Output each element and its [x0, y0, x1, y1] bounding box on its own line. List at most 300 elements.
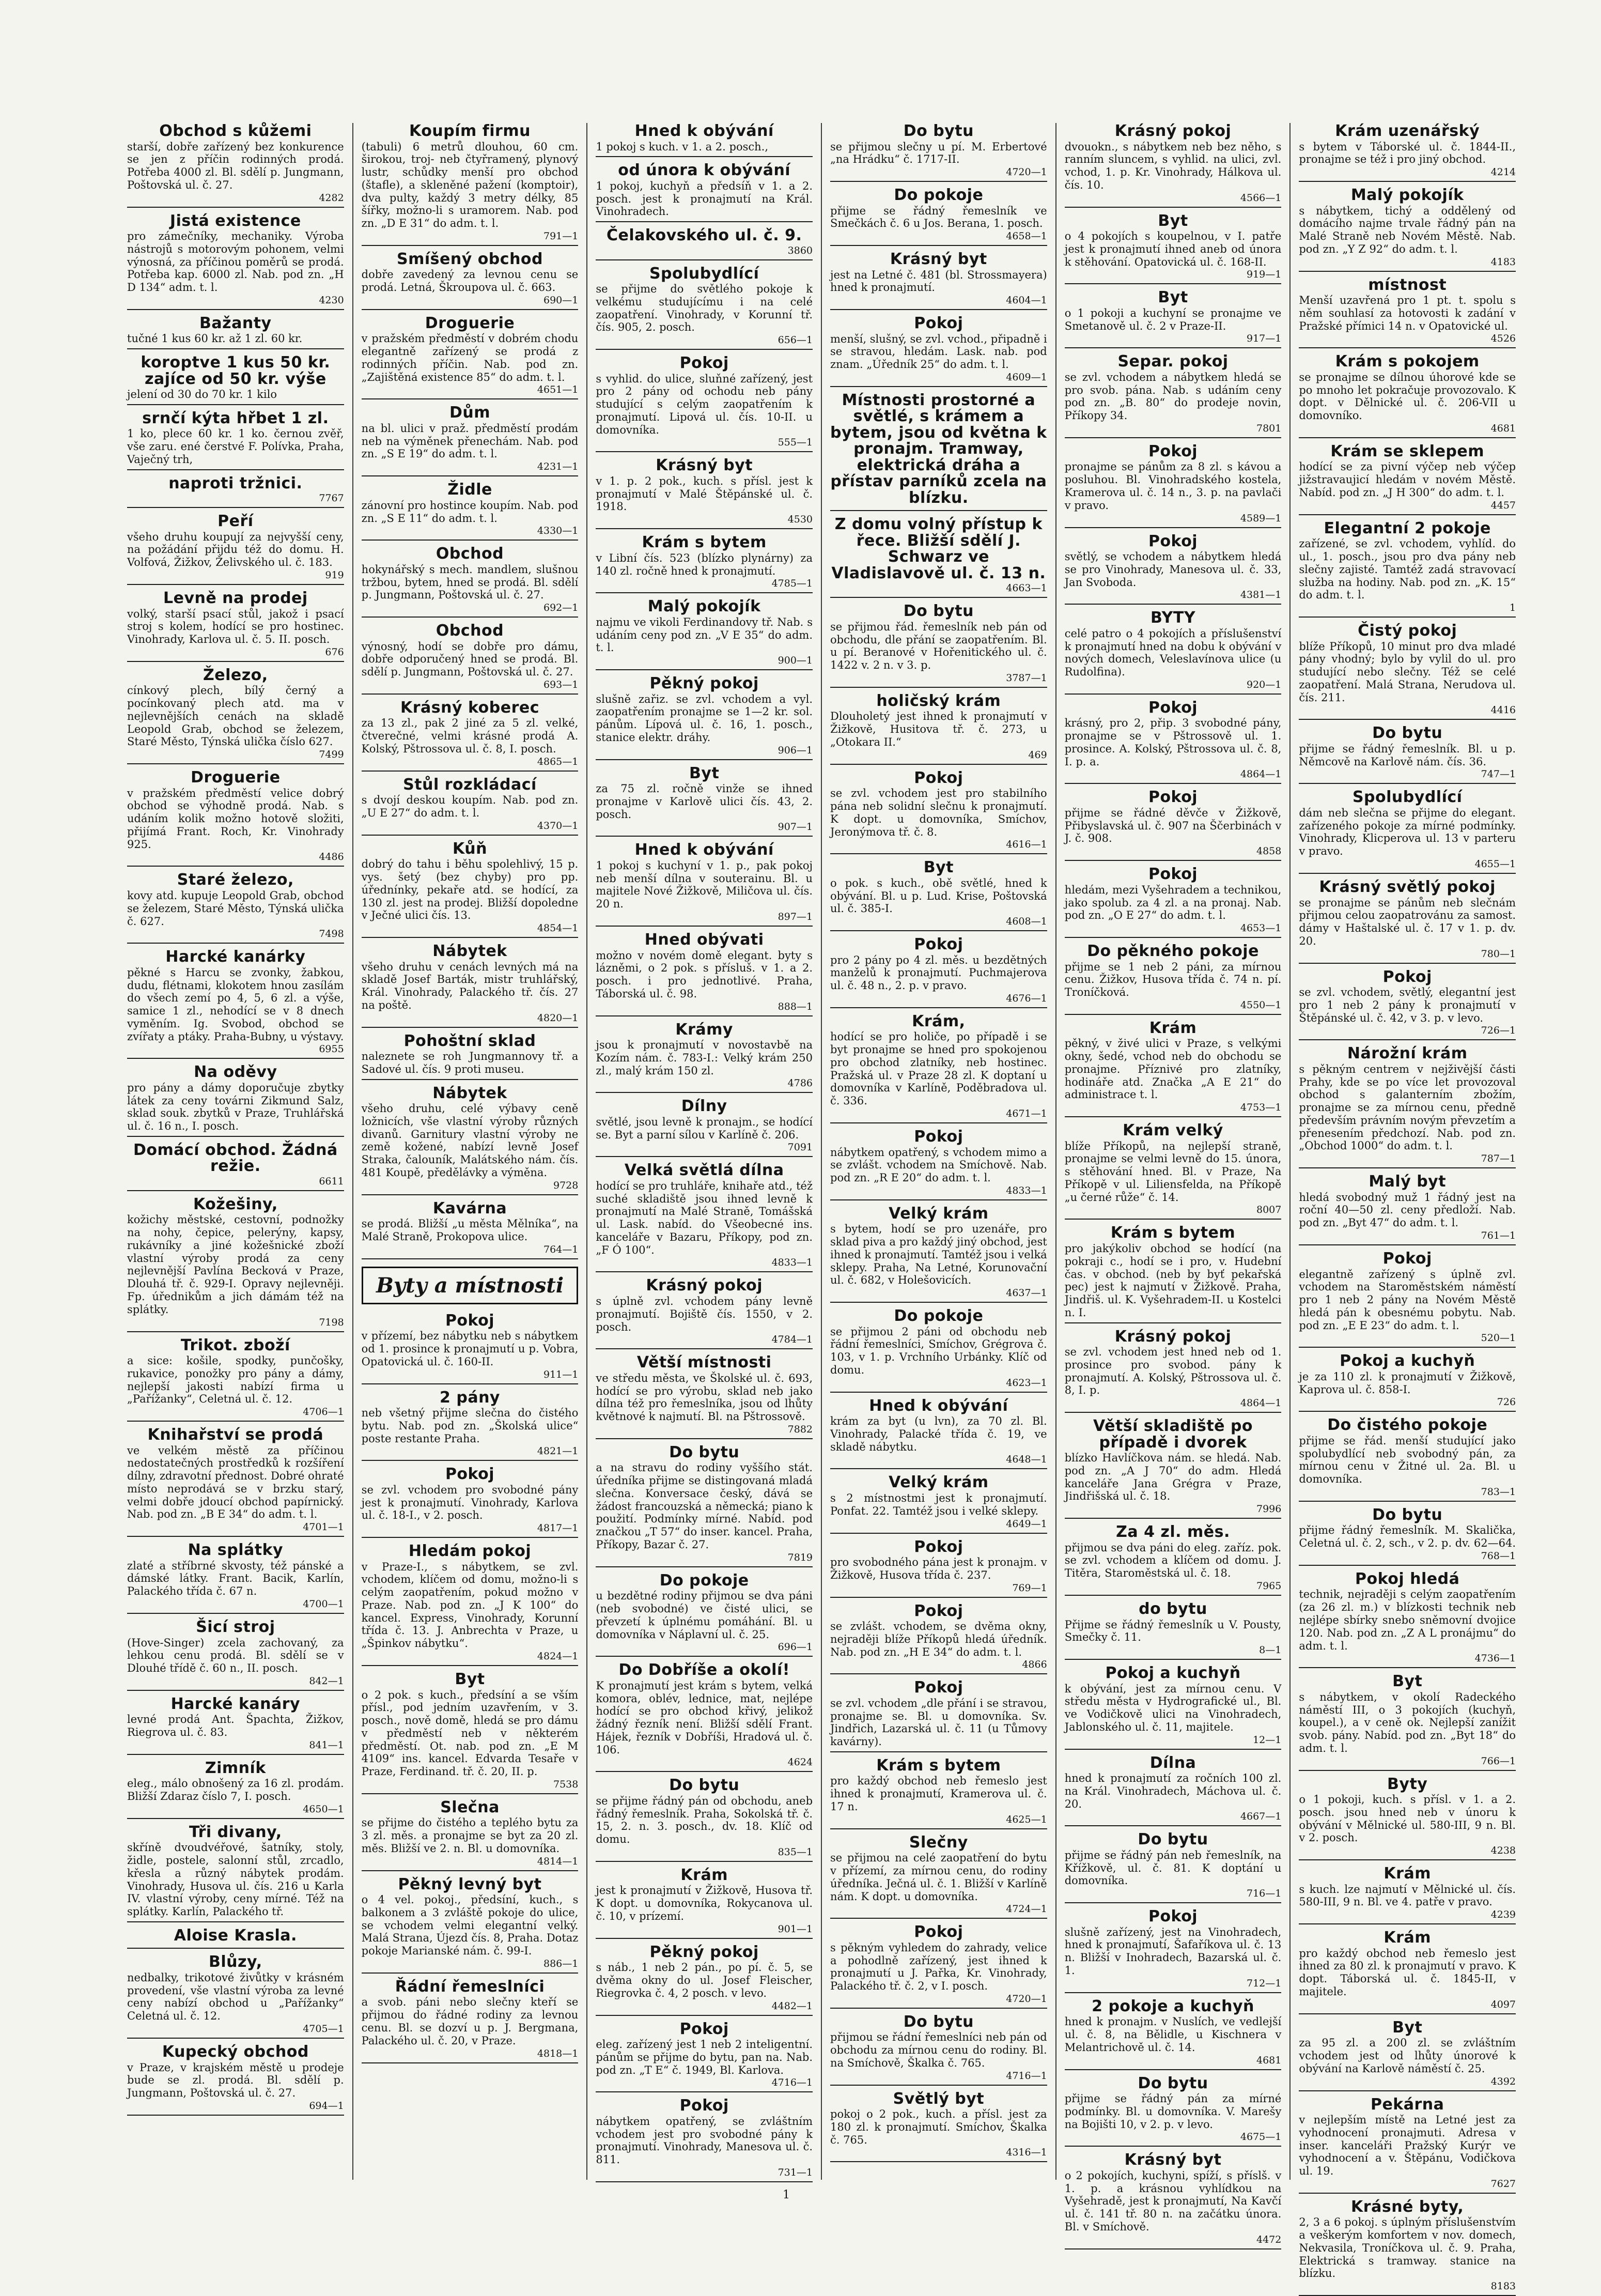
ad-heading: Pokoj	[445, 1311, 495, 1330]
ad-reference-number: 4649—1	[1006, 1518, 1047, 1530]
ad-heading: Pokoj	[1148, 532, 1198, 550]
ad-heading: Krám	[1149, 1019, 1197, 1037]
ad-heading: Byt	[923, 858, 954, 877]
ad-text: světlé, jsou levně k pronajm., se hodící se. Byt a parní sílou v Karlíně č. 206.	[596, 1115, 813, 1141]
classified-ad	[830, 1129, 1047, 1200]
classified-ad	[830, 859, 1047, 931]
ad-reference-number: 690—1	[543, 294, 579, 306]
ad-heading: Separ. pokoj	[1117, 352, 1229, 371]
classified-ad	[1299, 2097, 1516, 2194]
column-5	[1056, 122, 1291, 2245]
classified-ad	[127, 213, 344, 310]
ad-reference-number: 4526	[1490, 333, 1516, 345]
classified-ad	[830, 1758, 1047, 1829]
page-folio: 1	[783, 2189, 790, 2201]
ad-text: krásný, pro 2, přip. 3 svobodné pány, pronajme se v Pštrossově ul. 1. prosince. A. Kolský, Pštrossova ul. č. 8, I. p. a.	[1064, 717, 1282, 768]
ad-reference-number: 4667—1	[1240, 1811, 1282, 1823]
ad-reference-number: 4701—1	[303, 1521, 344, 1533]
ad-text: se zvl. vchodem a nábytkem hledá se pro svob. pána. Nab. s udáním ceny pod zn. „B. 80“ do prodeje novin, Příkopy 34.	[1064, 371, 1282, 422]
ad-heading: Do pokoje	[659, 1571, 749, 1590]
ad-text: kožichy městské, cestovní, podnožky na nohy, čepice, pelerýny, kapsy, rukávníky a jiné kožešnické zboží vlastní výroby prodá za ceny nejlevnější Pavlína Becková v Praze, Dlouhá tř. č. 929-I. Opravy nejlevněji. Fp. úřednikům a jich dámám též na splátky.	[127, 1213, 344, 1316]
ad-text: levné prodá Ant. Špachta, Žižkov, Riegrova ul. č. 83.	[127, 1713, 344, 1739]
ad-text: se zvl. vchodem pro svobodné pány jest k pronajmutí. Vinohrady, Karlova ul. č. 18-I., v 2. posch.	[361, 1483, 579, 1522]
ad-reference-number: 4716—1	[1006, 2070, 1047, 2082]
ad-heading: Peří	[217, 512, 254, 531]
classified-ad	[1299, 1571, 1516, 1668]
ad-heading: Pokoj	[914, 935, 963, 954]
ad-reference-number: 12—1	[1253, 1734, 1282, 1746]
ad-heading: Pokoj	[914, 1678, 963, 1697]
ad-reference-number: 7091	[787, 1142, 813, 1153]
ad-heading: Židle	[447, 481, 492, 499]
ad-heading: Krámy	[675, 1020, 733, 1039]
ad-text: 1 ko, plece 60 kr. 1 ko. černou zvěř, vše zaru. ené čerstvé F. Polívka, Praha, Vaječný trh,	[127, 427, 344, 466]
classified-ad	[1299, 1776, 1516, 1861]
classified-ad	[1065, 1329, 1282, 1413]
ad-heading: Do Dobříše a okolí!	[618, 1661, 790, 1679]
ad-reference-number: 716—1	[1247, 1888, 1282, 1900]
ad-text: výnosný, hodí se dobře pro dámu, dobře odporučený hned se prodá. Bl. sdělí p. Jungmann, Poštovská ul. č. 27.	[361, 640, 579, 679]
ad-text: volký, starší psací stůl, jakož i psací stroj s kolem, hodící se pro hostinec. Vinohrady, Karlova ul. č. 5. II. posch.	[127, 607, 344, 646]
ad-heading: Harcké kanáry	[170, 1694, 301, 1713]
classified-ad	[830, 1398, 1047, 1470]
ad-reference-number: 4724—1	[1006, 1903, 1047, 1915]
ad-heading: Obchod	[436, 545, 504, 563]
ad-text: se přijmou na celé zaopatření do bytu v přízemí, za mírnou cenu, do rodiny úředníka. Ječná ul. č. 1. Bližší v Karlíně nám. K dopt. u domovníka.	[830, 1852, 1047, 1903]
classified-ad	[127, 1696, 344, 1755]
ad-text: přijme se řád. menší studující jako spolubydlící neb svobodný pán, za mírnou cenu v Žitné ul. 2a. Bl. u domovníka.	[1299, 1434, 1516, 1486]
classified-ad	[127, 1760, 344, 1819]
ad-heading: Byt	[455, 1670, 485, 1688]
ad-text: jsou k pronajmutí v novostavbě na Kozím nám. č. 783-I.: Velký krám 250 zl., malý krám 150 zl.	[596, 1039, 813, 1077]
ad-reference-number: 4706—1	[303, 1406, 344, 1418]
ad-text: s pěkným vyhledem do zahrady, velice a pohodlně zařízený, jest ihned k pronajmutí u J. Pařka, Kr. Vinohrady, Palackého tř. č. 2, v I. posch.	[830, 1941, 1047, 1993]
classified-ad	[127, 315, 344, 349]
ad-heading: Za 4 zl. měs.	[1116, 1523, 1230, 1542]
classified-ad	[1065, 1755, 1282, 1827]
classified-ad	[1065, 1225, 1282, 1323]
classified-ad	[1065, 213, 1282, 285]
classified-ad	[362, 1876, 579, 1974]
ad-reference-number: 4550—1	[1240, 999, 1282, 1011]
ad-reference-number: 4818—1	[537, 2047, 579, 2059]
classified-ad	[362, 1466, 579, 1538]
ad-reference-number: 906—1	[778, 744, 813, 756]
classified-ad	[362, 482, 579, 541]
ad-reference-number: 4786	[787, 1077, 813, 1089]
ad-reference-number: 888—1	[778, 1000, 813, 1012]
classified-ad	[362, 1799, 579, 1871]
classified-ad	[1065, 1020, 1282, 1117]
ad-reference-number: 4589—1	[1240, 512, 1282, 524]
ad-reference-number: 4814—1	[537, 1855, 579, 1867]
classified-ad	[127, 475, 344, 508]
ad-reference-number: 7627	[1490, 2178, 1516, 2190]
classified-ad	[1065, 1418, 1282, 1519]
ad-heading: Pokoj	[1382, 967, 1432, 986]
classified-ad	[830, 2014, 1047, 2086]
ad-heading: Hned k obývání	[869, 1396, 1008, 1415]
ad-text: blíže Příkopů, 10 minut pro dva mladé pány vhodný; bylo by vylil do ul. pro studující nebo slečny. Též se celé zaopatření. Malá Strana, Nerudova ul. čís. 211.	[1299, 640, 1516, 704]
classified-ad	[127, 1142, 344, 1191]
ad-text: pro každý obchod neb řemeslo jest ihned za 80 zl. k pronajmutí v pravo. K dopt. Táborská ul. č. 1845-II, v majitele.	[1299, 1947, 1516, 1998]
ad-text: všeho druhu koupují za nejvyšší ceny, na požádání přijdu též do domu. H. Volfová, Žižkov, Želivského ul. č. 183.	[127, 530, 344, 569]
ad-reference-number: 761—1	[1481, 1230, 1516, 1242]
classified-ad	[596, 2021, 813, 2093]
classified-ad	[1065, 866, 1282, 938]
ad-text: o 1 pokoji a kuchyní se pronajme ve Smetanově ul. č. 2 v Praze-II.	[1064, 306, 1282, 332]
classified-ad	[596, 266, 813, 350]
ad-text: s nábytkem, v okolí Radeckého náměstí III, o 3 pokojích (kuchyň, koupel.), a v ceně ok. Nejlepší zanížit svob. pány. Nabíd. pod zn. „Byt 18“ do adm. t. l.	[1299, 1690, 1516, 1754]
ad-reference-number: 4609—1	[1006, 371, 1047, 383]
ad-text: 1 pokoj s kuch. v 1. a 2. posch.,	[596, 140, 769, 153]
classified-ad	[596, 1777, 813, 1862]
classified-ad	[1299, 789, 1516, 874]
ad-reference-number: 7965	[1256, 1580, 1282, 1592]
ad-text: o 4 pokojích s koupelnou, v I. patře jest k pronajmutí ihned aneb od února k stěhování. Opatovická ul. č. 168-II.	[1064, 230, 1282, 268]
ad-reference-number: 4604—1	[1006, 295, 1047, 306]
ad-text: s kuch. lze najmutí v Mělnické ul. čís. 580-III, 9 n. Bl. ve 4. patře v pravo.	[1299, 1883, 1516, 1908]
ad-heading: srnčí kýta hřbet 1 zl.	[142, 409, 329, 427]
classified-ad	[830, 1206, 1047, 1303]
ad-reference-number: 4653—1	[1240, 922, 1282, 934]
classified-ad	[596, 1277, 813, 1349]
ad-heading: Slečna	[440, 1798, 500, 1816]
column-6	[1291, 122, 1524, 2292]
ad-reference-number: 696—1	[778, 1641, 813, 1653]
ad-reference-number: 676	[325, 646, 344, 658]
ad-text: zlaté a stříbrné skvosty, též pánské a dámské látky. Frant. Bacik, Karlín, Palackého třída č. 67 n.	[127, 1559, 344, 1598]
ad-heading: Hned k obývání	[634, 841, 774, 859]
ad-text: s 2 místnostmi jest k pronajmutí. Ponfat. 22. Tamtéž jsou i velké sklepy.	[830, 1491, 1047, 1517]
ad-text: za 75 zl. ročně vinže se ihned pronajme v Karlově ulici čís. 43, 2. posch.	[596, 782, 813, 821]
ad-reference-number: 7996	[1256, 1503, 1282, 1515]
ad-heading: Místnosti prostorné a světlé, s krámem a bytem, jsou od května k pronajm. Tramway, elektrická dráha a přístav parníků zcela na blízku.	[830, 391, 1047, 507]
ad-reference-number: 4624	[787, 1756, 813, 1768]
ad-heading: Elegantní 2 pokoje	[1324, 519, 1491, 537]
classified-ad	[362, 1979, 579, 2063]
classified-ad	[830, 603, 1047, 688]
ad-heading: Krásné byty,	[1351, 2197, 1464, 2216]
classified-ad	[596, 1098, 813, 1157]
ad-reference-number: 4625—1	[1006, 1813, 1047, 1825]
ad-reference-number: 4381—1	[1240, 589, 1282, 601]
ad-text: v Libní čís. 523 (blízko plynárny) za 140 zl. ročně hned k pronajmutí.	[596, 551, 813, 577]
classified-ad	[1065, 1601, 1282, 1660]
ad-reference-number: 4482—1	[771, 2000, 813, 2012]
ad-text: se zvl. vchodem, světlý, elegantní jest pro 1 neb 2 pány k pronajmutí v Štěpánské ul. č. 42, v 3. p. v levo.	[1299, 986, 1516, 1024]
ad-heading: Šicí stroj	[196, 1618, 275, 1636]
ad-heading: Pekárna	[1370, 2095, 1444, 2114]
classified-ad	[830, 315, 1047, 387]
classified-ad	[362, 700, 579, 772]
ad-heading: Malý byt	[1369, 1173, 1447, 1191]
ad-text: Dlouholetý jest ihned k pronajmutí v Žižkově, Husitova tř. č. 273, u „Otokara II.“	[830, 710, 1047, 748]
ad-reference-number: 4183	[1490, 256, 1516, 268]
ad-text: pěkné s Harcu se zvonky, žabkou, dudu, flétnami, klokotem hnou zasílám do všech zemí po 4, 5, 6 zl. a výše, samice 1 zl., nehodící se v 8 dnech vyměním. Ig. Svobod, obchod se zvířaty a ptáky. Praha-Bubny, u výstavy.	[127, 966, 344, 1043]
ad-reference-number: 835—1	[778, 1846, 813, 1858]
ad-heading: Pokoj	[1148, 698, 1198, 717]
classified-ad	[1065, 943, 1282, 1015]
classified-ad	[1299, 1353, 1516, 1412]
ad-text: hodící se za pivní výčep neb výčep jižstravaujicí hledám v novém Městě. Nabíd. pod zn. „J H 300“ do adm. t. l.	[1299, 460, 1516, 499]
ad-text: pronajme se pánům za 8 zl. s kávou a posluhou. Bl. Vinohradského kostela, Kramerova ul. č. 14 n., 3. p. na pavlači v pravo.	[1064, 460, 1282, 512]
ad-text: 1 pokoj, kuchyň a předsíň v 1. a 2. posch. jest k pronajmutí na Král. Vinohradech.	[596, 179, 813, 218]
ad-reference-number: 4720—1	[1006, 166, 1047, 178]
ad-reference-number: 766—1	[1481, 1755, 1516, 1767]
classified-ad	[596, 1867, 813, 1939]
ad-heading: Dílna	[1149, 1753, 1196, 1772]
ad-heading: Na oděvy	[194, 1063, 277, 1082]
classified-ad	[596, 355, 813, 452]
ad-text: dobrý do tahu i běhu spolehlivý, 15 p. vys. šetý (bez chyby) pro pp. úřednínky, pekaře atd. se hodící, za 130 zl. jest na prodej. Bližší dopoledne v Ječné ulici čís. 13.	[361, 858, 579, 922]
classified-ad	[362, 1543, 579, 1666]
ad-heading: Pokoj	[1148, 442, 1198, 460]
ad-reference-number: 783—1	[1481, 1486, 1516, 1498]
ad-heading: Řádní řemeslníci	[395, 1977, 545, 1996]
ad-heading: Pěkný pokoj	[649, 1943, 759, 1961]
ad-reference-number: 4623—1	[1006, 1377, 1047, 1389]
classified-ad	[596, 842, 813, 927]
classified-ad	[127, 1824, 344, 1922]
ad-text: eleg. zařízený jest 1 neb 2 inteligentní. pánům se přijme do bytu, pan na. Nab. pod zn. „T E“ č. 1949, Bl. Karlova.	[596, 2038, 813, 2076]
column-4	[822, 123, 1056, 2180]
ad-reference-number: 7499	[319, 749, 344, 761]
ad-reference-number: 4833—1	[1006, 1184, 1047, 1196]
classified-ad	[830, 516, 1047, 598]
ad-text: jest na Letné č. 481 (bl. Strossmayera) hned k pronajmutí.	[830, 268, 1047, 294]
classified-ad	[362, 123, 579, 246]
ad-heading: Slečny	[909, 1833, 968, 1852]
ad-reference-number: 4784—1	[771, 1334, 813, 1346]
ad-heading: Krám uzenářský	[1335, 122, 1480, 140]
ad-text: eleg., málo obnošený za 16 zl. prodám. Bližší Zdaraz číslo 7, I. posch.	[127, 1777, 344, 1803]
ad-heading: Do pěkného pokoje	[1087, 942, 1259, 961]
ad-text: hodící se pro holiče, po případě i se byt pronajme se hned pro spokojenou pro obchod zlatníky, neb hostinec. Pražská ul. v Praze 28 zl. K doptaní u domovníka v Karlíně, Poděbradova ul. č. 336.	[830, 1030, 1047, 1107]
ad-heading: Krásný byt	[656, 456, 753, 475]
ad-reference-number: 726—1	[1481, 1025, 1516, 1037]
classified-ad	[596, 1354, 813, 1439]
classified-ad	[596, 932, 813, 1016]
ad-reference-number: 4238	[1490, 1845, 1516, 1857]
ad-text: pro zámečníky, mechaniky. Výroba nástrojů s motorovým pohonem, velmi výnosná, za příčinou poměrů se prodá. Potřeba kap. 6000 zl. Nab. pod zn. „H D 134“ adm. t. l.	[127, 230, 344, 294]
classified-ad	[127, 872, 344, 944]
ad-reference-number: 555—1	[778, 437, 813, 449]
ad-heading: Tři divany,	[189, 1823, 282, 1841]
ad-text: všeho druhu, celé výbavy ceně ložnicích, vše vlastní výroby různých divanů. Garnitury vlastní výroby ne země kožené, nabízí levně Josef Straka, čalouník, Malátského nám. čís. 481 Koupě, předělávky a výměna.	[361, 1102, 579, 1179]
ad-text: o 1 pokoji, kuch. s přísl. v 1. a 2. posch. jsou hned neb v únoru k obývání v Mělnické ul. 580-III, 9 n. Bl. v 2. posch.	[1299, 1793, 1516, 1844]
ad-text: a na stravu do rodiny vyššího stát. úředníka přijme se distingovaná mladá slečna. Konversace český, dává se žádost francouzská a německá; piano k použití. Podmínky mírné. Nabíd. pod značkou „T 57“ do inser. kancel. Praha, Příkopy, Bazar č. 27.	[596, 1461, 813, 1551]
ad-reference-number: 919	[325, 569, 344, 581]
ad-reference-number: 4650—1	[303, 1803, 344, 1815]
ad-reference-number: 780—1	[1481, 948, 1516, 960]
ad-heading: Jistá existence	[169, 211, 301, 230]
classified-ad	[1299, 1045, 1516, 1168]
ad-heading: 2 pány	[440, 1388, 500, 1407]
ad-reference-number: 4214	[1490, 166, 1516, 178]
ad-text: hledám, mezi Vyšehradem a technikou, jako spolub. za 4 zl. a na pronaj. Nab. pod zn. „O E 27“ do adm. t. l.	[1064, 883, 1282, 922]
ad-reference-number: 520—1	[1481, 1332, 1516, 1344]
ad-heading: Spolubydlící	[1352, 788, 1463, 807]
classified-ad	[830, 1539, 1047, 1598]
ad-heading: Staré železo,	[177, 871, 294, 889]
ad-text: naleznete se roh Jungmannovy tř. a Sadové ul. čís. 9 proti museu.	[361, 1050, 579, 1075]
ad-heading: Krám se sklepem	[1330, 442, 1485, 460]
classified-ad	[362, 1085, 579, 1195]
ad-reference-number: 791—1	[543, 230, 579, 242]
ad-reference-number: 4566—1	[1240, 192, 1282, 204]
ad-text: 2, 3 a 6 pokoj. s úplným příslušenstvím a veškerým komfortem v nov. domech, Nekvasila, Troníčkova ul. č. 9. Praha, Elektrická s tramway. stanice na blízku.	[1299, 2216, 1516, 2280]
ad-text: a svob. páni nebo slečny kteří se přijmou do řádné rodiny za levnou cenu. Bl. se dozví u p. J. Bergmana, Palackého ul. č. 20, v Praze.	[361, 1996, 579, 2047]
ad-text: pro každý obchod neb řemeslo jest ihned k pronajmutí, Kramerova ul. č. 17 n.	[830, 1775, 1047, 1813]
ad-text: se zvlášt. vchodem, se dvěma okny, nejraději blíže Příkopů hledá úředník. Nab. pod zn. „H E 34“ do adm. t. l.	[830, 1620, 1047, 1658]
classified-ad	[830, 1474, 1047, 1533]
ad-text: jest k pronajmutí v Žižkově, Husova tř. K dopt. u domovníka, Rokycanova ul. č. 10, v prízemí.	[596, 1884, 813, 1922]
classified-ad	[362, 251, 579, 310]
ad-text: kovy atd. kupuje Leopold Grab, obchod se železem, Staré Město, Týnská ulička č. 627.	[127, 889, 344, 928]
ad-reference-number: 4821—1	[537, 1445, 579, 1457]
ad-text: pěkný, v živé ulici v Praze, s velkými okny, šedé, vchod neb do obchodu se pronajme. Příznivé pro zlatníky, hodináře atd. Značka „A E 21“ do administrace t. l.	[1064, 1037, 1282, 1101]
ad-text: v Praze-I., s nábytkem, se zvl. vchodem, klíčem od domu, možno-li s celým zaopatřením, pokud možno v Praze. Nab. pod zn. „J K 100“ do kancel. Express, Vinohrady, Korunní třída č. 13. J. Anbrechta v Praze, u „Špinkov nábytku“.	[361, 1560, 579, 1650]
ad-heading: naproti tržnici.	[168, 474, 303, 492]
ad-text: zařízené, se zvl. vchodem, vyhlíd. do ul., 1. posch., jsou pro dva pány neb slečny zajisté. Tamtéž zadá stravovací služba na hodiny. Nab. pod zn. „K. 15“ do adm. t. l.	[1299, 537, 1516, 602]
ad-text: za 13 zl., pak 2 jiné za 5 zl. velké, čtverečné, velmi krásné prodá A. Kolský, Pštrossova ul. č. 8, I. posch.	[361, 717, 579, 755]
classified-ad	[830, 1835, 1047, 1919]
ad-reference-number: 841—1	[309, 1739, 344, 1751]
ad-reference-number: 900—1	[778, 655, 813, 667]
classified-ad	[596, 1444, 813, 1567]
classified-ad	[127, 1196, 344, 1332]
ad-text: skříně dvoudvéřové, šatníky, stoly, židle, postele, salonní stůl, zrcadlo, křesla a různý nábytek prodám. Vinohrady, Husova ul. čís. 216 u Karla IV. vlastní výroby, ceny mírné. Též na splátky. Karlín, Palackého tř.	[127, 1841, 344, 1918]
ad-reference-number: 7198	[319, 1316, 344, 1328]
ad-heading: Krásný světlý pokoj	[1319, 878, 1496, 896]
classified-ad	[830, 123, 1047, 182]
ad-heading: Do pokoje	[894, 1307, 984, 1326]
ad-reference-number: 4681	[1256, 2054, 1282, 2066]
ad-reference-number: 4230	[319, 294, 344, 306]
ad-heading: koroptve 1 kus 50 kr. zajíce od 50 kr. výše	[141, 353, 331, 388]
ad-text: v přízemí, bez nábytku neb s nábytkem od 1. prosince k pronajmutí u p. Vobra, Opatovická ul. č. 160-II.	[361, 1330, 579, 1368]
ad-reference-number: 897—1	[778, 911, 813, 922]
ad-text: k obývání, jest za mírnou cenu. V středu města v Hydrografické ul., Bl. ve Vodičkově ulici na Vinohradech, Jablonského ul. č. 11, majitele.	[1064, 1682, 1282, 1733]
ad-text: přijme se 1 neb 2 páni, za mírnou cenu. Žižkov, Husova třída č. 74 n. pí. Troníčková.	[1064, 960, 1282, 999]
classified-ad	[596, 1573, 813, 1657]
ad-heading: Do bytu	[1372, 724, 1443, 743]
classified-ad	[596, 1662, 813, 1772]
ad-text: (tabuli) 6 metrů dlouhou, 60 cm. širokou, troj- neb čtyřramený, plynový lustr, schůdky menší pro obchod (štafle), a skleněné pažení (komptoir), dva pulty, každý 3 metry délky, 85 šířky, možno-li s uramorem. Nab. pod zn. „D E 31“ do adm. t. l.	[361, 140, 579, 230]
ad-reference-number: 919—1	[1247, 269, 1282, 281]
ad-text: se zvl. vchodem jest pro stabilního pána neb solidní slečnu k pronajmutí. K dopt. u domovníka, Smíchov, Jeronýmova tř. č. 8.	[830, 787, 1047, 838]
classified-ad	[1065, 1524, 1282, 1596]
ad-reference-number: 4716—1	[771, 2077, 813, 2089]
ad-text: možno v novém domě elegant. byty s lázněmi, o 2 pok. s přísluš. v 1. a 2. posch. i pro jednotlivé. Praha, Táborská ul. č. 98.	[596, 949, 813, 1000]
ad-text: se přijmou slečny u pí. M. Erbertové „na Hrádku“ č. 1717-II.	[830, 140, 1047, 166]
ad-text: přijmou se řádní řemeslníci neb pán od obchodu za mírnou cenu do rodiny. Bl. na Smíchově, Škalka č. 765.	[830, 2031, 1047, 2069]
ad-text: ve velkém městě za příčinou nedostatečných prostředků k rozšíření dílny, zdravotní přednost. Dobré ohraté místo neprodává se v brzku starý, velmi dobře jdoucí obchod papírnický. Nab. pod zn. „B E 34“ do adm. t. l.	[127, 1444, 344, 1521]
ad-text: přijme se řádný pán neb řemeslník, na Křížkově, ul. č. 81. K doptání u domovníka.	[1064, 1848, 1282, 1887]
classified-ad	[1299, 277, 1516, 349]
ad-reference-number: 747—1	[1481, 768, 1516, 780]
classified-ad	[127, 1954, 344, 2039]
ad-reference-number: 769—1	[1012, 1582, 1047, 1594]
ad-heading: Krám s pokojem	[1335, 352, 1480, 371]
ad-reference-number: 4675—1	[1240, 2131, 1282, 2143]
ad-text: jelení od 30 do 70 kr. 1 kilo	[127, 388, 277, 401]
ad-text: přijme řádný řemeslník. M. Skalička, Celetná ul. č. 2, sch., v 2. p. dv. 62—64.	[1299, 1524, 1516, 1550]
ad-heading: Čelakovského ul. č. 9.	[607, 226, 802, 245]
ad-text: o pok. s kuch., obě světlé, hned k obývání. Bl. u p. Lud. Krise, Poštovská ul. č. 385-I.	[830, 876, 1047, 915]
ad-heading: Bažanty	[199, 314, 272, 332]
ad-reference-number: 4866	[1022, 1659, 1047, 1671]
ad-text: (Hove-Singer) zcela zachovaný, za lehkou cenu prodá. Bl. sdělí se v Dlouhé třídě č. 60 n., II. posch.	[127, 1636, 344, 1675]
ad-reference-number: 4616—1	[1006, 839, 1047, 851]
classified-ad	[127, 769, 344, 867]
ad-heading: Pěkný pokoj	[649, 674, 759, 693]
ad-reference-number: 8—1	[1259, 1644, 1282, 1656]
ad-reference-number: 4858	[1256, 845, 1282, 857]
ad-text: přijme se řádný řemeslník. Bl. u p. Němcově na Karlově nám. čís. 36.	[1299, 742, 1516, 768]
classified-ad	[1065, 123, 1282, 208]
ad-heading: Smíšený obchod	[396, 250, 543, 268]
ad-text: pro jakýkoliv obchod se hodící (na pokraji c., hodí se i pro, v. Hudební čas. v obchod. (neb by byť pekařská pec) jest k najmutí v Žižkově. Praha, Jindřiš. ul. K. Vyšehradem-II. u Kostelci n. I.	[1064, 1242, 1282, 1319]
classified-ad	[596, 457, 813, 529]
ad-heading: Blůzy,	[209, 1953, 262, 1971]
classified-ad	[596, 765, 813, 837]
classified-ad	[362, 315, 579, 400]
ad-reference-number: 4530	[787, 514, 813, 526]
ad-reference-number: 3860	[787, 244, 813, 256]
ad-text: pro 2 pány po 4 zl. měs. u bezdětných manželů k pronajmutí. Puchmajerova ul. č. 48 n., 2. p. v pravo.	[830, 953, 1047, 992]
ad-heading: Byt	[689, 764, 720, 782]
ad-heading: Krásný koberec	[400, 698, 540, 717]
ad-text: K pronajmutí jest krám s bytem, velká komora, oblév, lednice, mat, nejlépe hodící se pro obchod křivý, jelikož žádný řezník není. Bližší sdělí Frant. Hájek, řezník v Dobříši, Hradová ul. č. 106.	[596, 1679, 813, 1756]
classified-ad	[830, 1924, 1047, 2009]
classified-ad	[127, 355, 344, 405]
ad-heading: Byt	[1392, 1672, 1423, 1691]
ad-reference-number: 4658—1	[1006, 230, 1047, 242]
classified-ad	[362, 943, 579, 1028]
ad-heading: Do bytu	[669, 1443, 740, 1461]
ad-heading: Větší místnosti	[636, 1353, 772, 1372]
ad-heading: do bytu	[1139, 1600, 1207, 1618]
ad-text: s nábytkem, tichý a oddělený od domácího najme trvale řádný pán na Malé Straně neb Novém Městě. Nab. pod zn. „Y Z 92“ do adm. t. l.	[1299, 204, 1516, 255]
ad-reference-number: 4608—1	[1006, 916, 1047, 928]
ad-heading: Krám	[680, 1866, 728, 1884]
classified-ad	[830, 392, 1047, 512]
column-1	[119, 123, 353, 2180]
ad-heading: Byt	[1158, 211, 1188, 230]
ad-reference-number: 4820—1	[537, 1012, 579, 1024]
classified-ad	[1299, 187, 1516, 272]
ad-text: pokoj o 2 pok., kuch. a přísl. jest za 180 zl. k pronajmutí. Smíchov, Škalka č. 765.	[830, 2108, 1047, 2146]
classified-ad	[362, 1671, 579, 1794]
ad-heading: Byty	[1387, 1775, 1428, 1793]
ad-reference-number: 4864—1	[1240, 1397, 1282, 1409]
ad-reference-number: 4663—1	[1006, 582, 1047, 594]
ad-text: se zvl. vchodem jest hned neb od 1. prosince pro svobod. pány k pronajmutí. A. Kolský, Pštrossova ul. č. 8, I. p.	[1064, 1346, 1282, 1397]
ad-heading: Do bytu	[903, 602, 974, 621]
ad-reference-number: 692—1	[543, 602, 579, 614]
ad-heading: Krám,	[912, 1012, 966, 1030]
classified-ad	[362, 841, 579, 938]
ad-heading: Krásný pokoj	[1114, 1327, 1232, 1346]
ad-reference-number: 4239	[1490, 1909, 1516, 1921]
ad-heading: Světlý byt	[893, 2089, 985, 2108]
ad-reference-number: 886—1	[543, 1958, 579, 1969]
ad-text: v pražském předměstí v dobrém chodu elegantně zařízený se prodá z rodinných příčin. Nab. pod zn. „Zajištěná existence 85“ do adm. t. l.	[361, 332, 579, 383]
ad-heading: Obchod s kůžemi	[159, 122, 312, 140]
ad-reference-number: 4392	[1490, 2075, 1516, 2087]
